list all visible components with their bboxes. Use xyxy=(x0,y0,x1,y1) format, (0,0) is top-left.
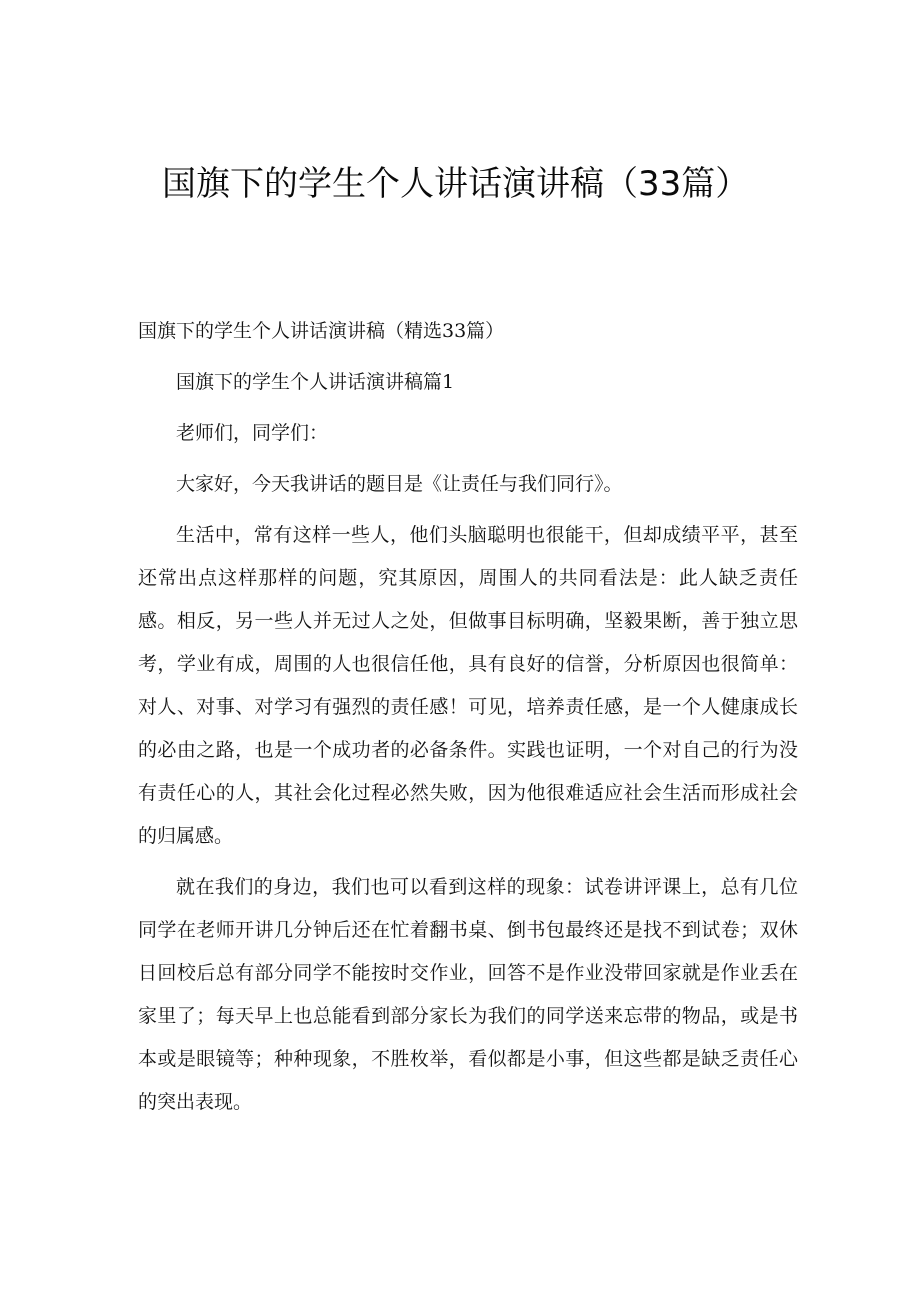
body-paragraph-1: 大家好，今天我讲话的题目是《让责任与我们同行》。 xyxy=(176,473,623,495)
spacer xyxy=(138,455,798,463)
document-subtitle: 国旗下的学生个人讲话演讲稿（精选33篇） xyxy=(138,320,505,342)
spacer xyxy=(138,858,798,866)
document-title: 国旗下的学生个人讲话演讲稿（33篇） xyxy=(162,164,750,204)
document-body xyxy=(138,310,798,1124)
body-paragraph-3: 就在我们的身边，我们也可以看到这样的现象：试卷讲评课上，总有几位同学在老师开讲几分钟后还在忙着翻书桌、倒书包最终还是找不到试卷；双休日回校后总有部分同学不能按时交作业，回答不是作业没带回家就是作业丢在家里了；每天早上也总能看到部分家长为我们的同学送来忘带的物品，或是书本或是眼镜等；种种现象，不胜枚举，看似都是小事，但这些都是缺乏责任心的突出表现。 xyxy=(138,876,798,1113)
spacer xyxy=(138,404,798,412)
body-paragraph-2: 生活中，常有这样一些人，他们头脑聪明也很能干，但却成绩平平，甚至还常出点这样那样的问题，究其原因，周围人的共同看法是：此人缺乏责任感。相反，另一些人并无过人之处，但做事目标明确，坚毅果断，善于独立思考，学业有成，周围的人也很信任他，具有良好的信誉，分析原因也很简单：对人、对事、对学习有强烈的责任感！可见，培养责任感，是一个人健康成长的必由之路，也是一个成功者的必备条件。实践也证明，一个对自己的行为没有责任心的人，其社会化过程必然失败，因为他很难适应社会生活而形成社会的归属感。 xyxy=(138,524,798,847)
section-title: 国旗下的学生个人讲话演讲稿篇1 xyxy=(176,371,455,393)
spacer xyxy=(138,506,798,514)
salutation: 老师们，同学们： xyxy=(176,422,329,444)
spacer xyxy=(138,353,798,361)
